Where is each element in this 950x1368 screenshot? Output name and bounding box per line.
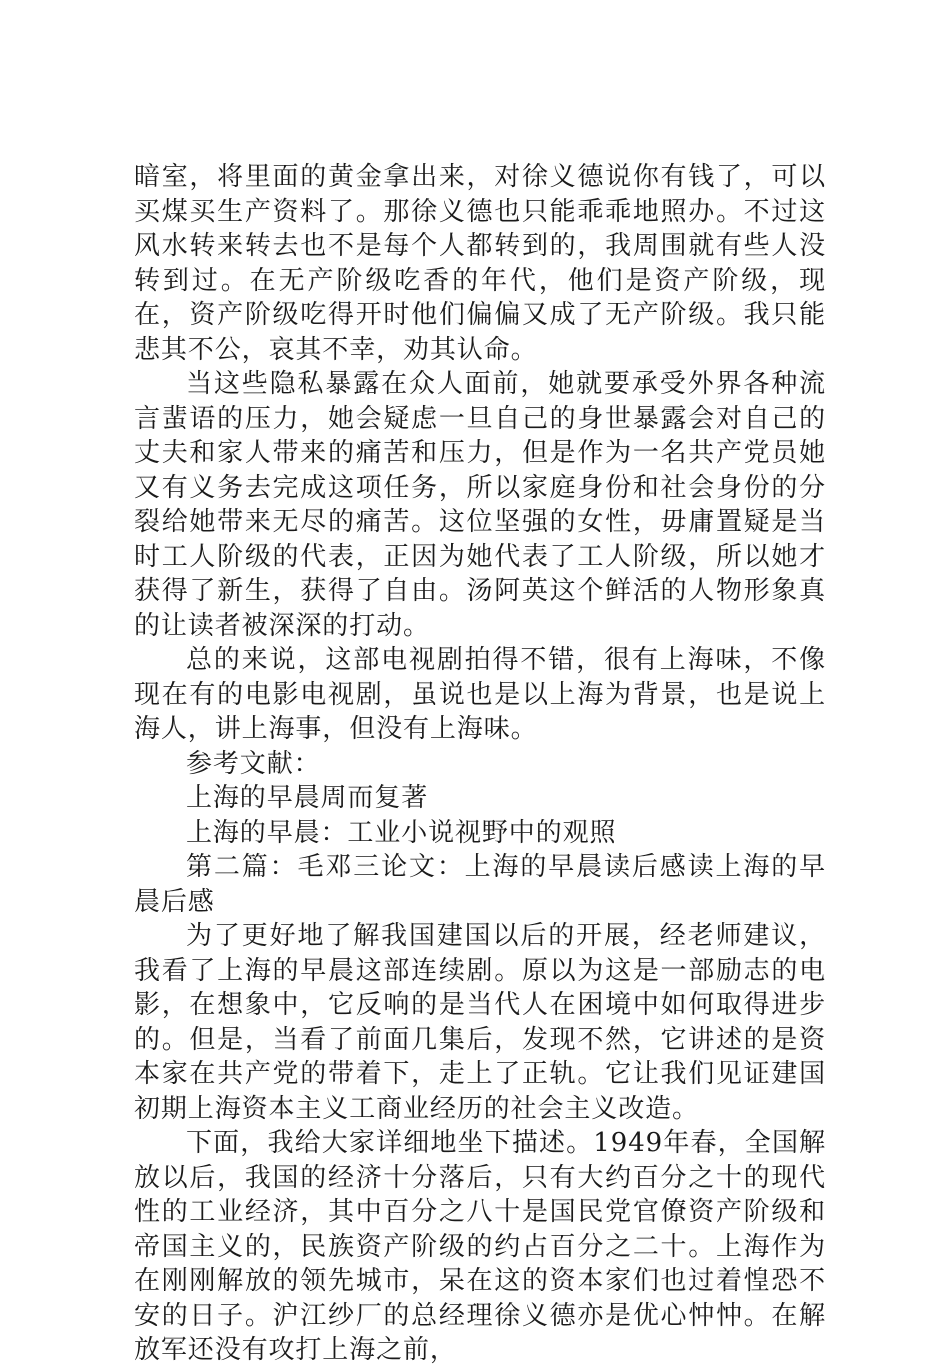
paragraph-description: 下面，我给大家详细地坐下描述。1949年春，全国解放以后，我国的经济十分落后，只有大约百分之十的现代性的工业经济，其中百分之八十是国民党官僚资产阶级和帝国主义的，民族资产阶级的约占百分之二十。上海作为在刚刚解放的领先城市，呆在这的资本家们也过着惶恐不安的日子。沪江纱厂的总经理徐义德亦是优心忡忡。在解放军还没有攻打上海之前， <box>134 1128 826 1365</box>
document-body <box>134 160 826 1368</box>
paragraph-continued: 暗室，将里面的黄金拿出来，对徐义德说你有钱了，可以买煤买生产资料了。那徐义德也只能乖乖地照办。不过这风水转来转去也不是每个人都转到的，我周围就有些人没转到过。在无产阶级吃香的年代，他们是资产阶级，现在，资产阶级吃得开时他们偏偏又成了无产阶级。我只能悲其不公，哀其不幸，劝其认命。 <box>134 162 826 365</box>
references-heading: 参考文献： <box>186 748 321 779</box>
paragraph-tang-aying: 当这些隐私暴露在众人面前，她就要承受外界各种流言蜚语的压力，她会疑虑一旦自己的身世暴露会对自己的丈夫和家人带来的痛苦和压力，但是作为一名共产党员她又有义务去完成这项任务，所以家庭身份和社会身份的分裂给她带来无尽的痛苦。这位坚强的女性，毋庸置疑是当时工人阶级的代表，正因为她代表了工人阶级，所以她才获得了新生，获得了自由。汤阿英这个鲜活的人物形象真的让读者被深深的打动。 <box>134 369 826 641</box>
reference-item-1: 上海的早晨周而复著 <box>186 783 429 813</box>
reference-item-2: 上海的早晨：工业小说视野中的观照 <box>186 817 617 848</box>
paragraph-intro: 为了更好地了解我国建国以后的开展，经老师建议，我看了上海的早晨这部连续剧。原以为这是一部励志的电影，在想象中，它反响的是当代人在困境中如何取得进步的。但是，当看了前面几集后，发现不然，它讲述的是资本家在共产党的带着下，走上了正轨。它让我们见证建国初期上海资本主义工商业经历的社会主义改造。 <box>134 921 826 1124</box>
paragraph-conclusion: 总的来说，这部电视剧拍得不错，很有上海味，不像现在有的电影电视剧，虽说也是以上海为背景，也是说上海人，讲上海事，但没有上海味。 <box>134 645 826 744</box>
section-heading-second-essay: 第二篇：毛邓三论文：上海的早晨读后感读上海的早晨后感 <box>134 852 826 917</box>
